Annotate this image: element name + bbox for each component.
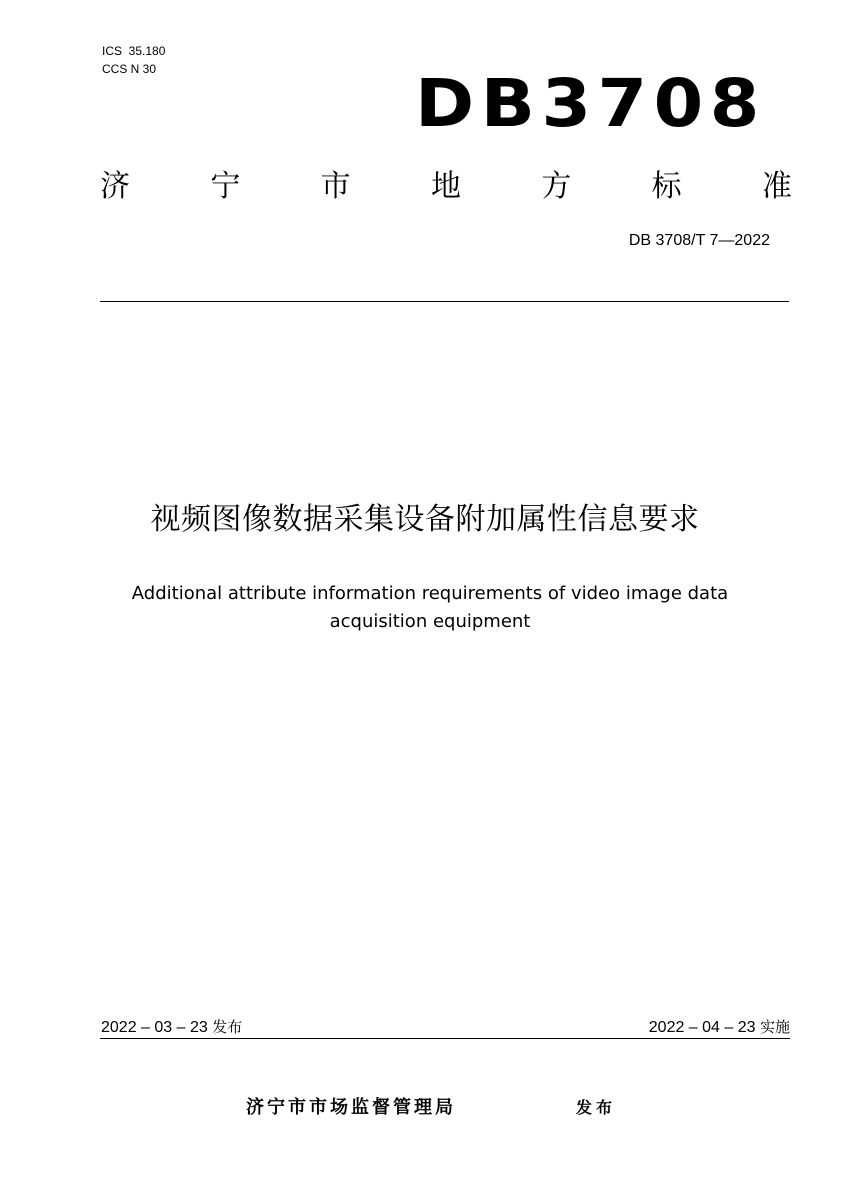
ccs-code: CCS N 30 bbox=[102, 62, 157, 76]
standard-type-char: 市 bbox=[320, 169, 351, 204]
standard-type-char: 宁 bbox=[210, 169, 241, 204]
standard-type bbox=[100, 168, 792, 206]
standard-type-char: 济 bbox=[100, 169, 130, 204]
document-title-english bbox=[70, 580, 790, 636]
header-divider bbox=[100, 301, 789, 302]
standard-type-char: 准 bbox=[761, 169, 792, 204]
implement-label: 实施 bbox=[759, 1018, 790, 1036]
publish-label: 发布 bbox=[212, 1018, 243, 1036]
footer-divider bbox=[100, 1038, 790, 1039]
standard-type-char: 地 bbox=[430, 169, 461, 204]
standard-type-char: 方 bbox=[541, 169, 572, 204]
standard-type-char: 标 bbox=[651, 169, 682, 204]
ics-code: ICS 35.180 bbox=[102, 44, 166, 58]
standard-number: DB 3708/T 7—2022 bbox=[628, 232, 770, 249]
document-title-english-line: acquisition equipment bbox=[329, 611, 531, 632]
implement-date: 2022 – 04 – 23 bbox=[648, 1019, 756, 1036]
publish-date-block bbox=[101, 1017, 242, 1038]
publish-date: 2022 – 03 – 23 bbox=[101, 1019, 208, 1036]
issuing-authority: 济宁市市场监督管理局 bbox=[246, 1097, 456, 1118]
document-title-english-line: Additional attribute information requirements of video image data bbox=[131, 583, 729, 604]
implement-date-block bbox=[649, 1017, 790, 1038]
document-title-chinese: 视频图像数据采集设备附加属性信息要求 bbox=[150, 502, 700, 537]
issue-label: 发布 bbox=[576, 1098, 617, 1117]
standard-code: DB3708 bbox=[415, 65, 766, 142]
